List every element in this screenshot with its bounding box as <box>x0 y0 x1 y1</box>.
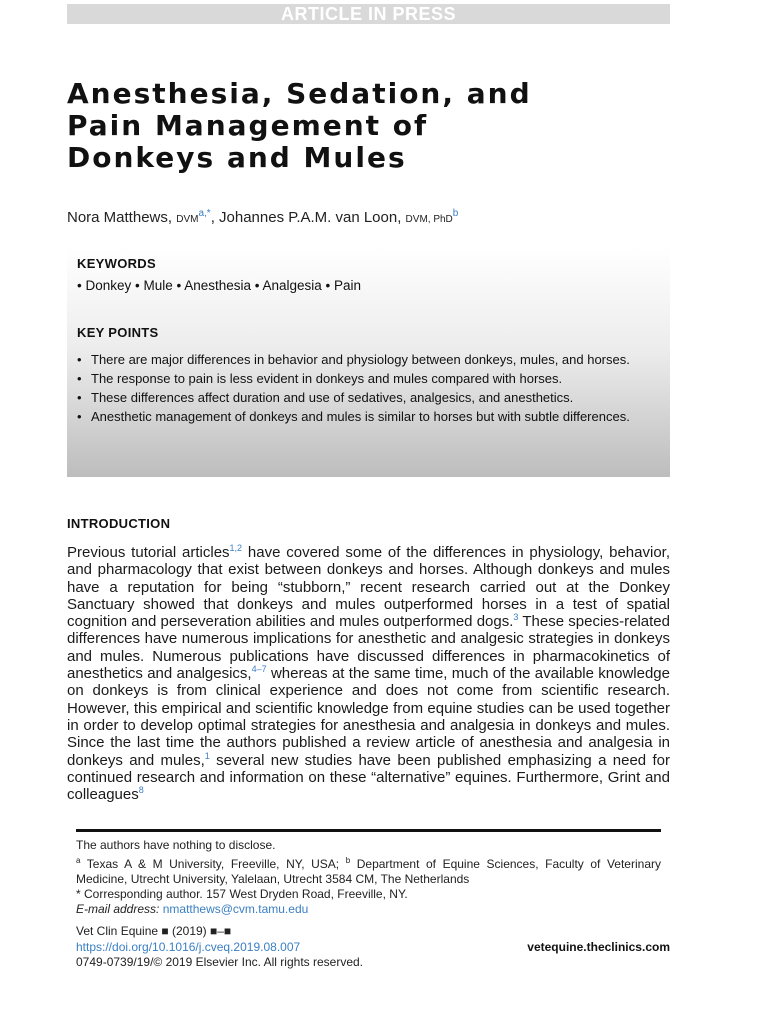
keywords-list: • Donkey • Mule • Anesthesia • Analgesia • Pain <box>77 278 362 293</box>
email-label: E-mail address: <box>76 902 160 916</box>
article-title <box>67 78 667 174</box>
journal-citation: Vet Clin Equine ■ (2019) ■–■ <box>76 924 232 938</box>
corresponding-author-note: * Corresponding author. 157 West Dryden Road, Freeville, NY. <box>76 887 408 901</box>
title-line-3: Donkeys and Mules <box>67 141 407 174</box>
affiliation-b: Department of Equine Sciences, Faculty of Veterinary Medicine, Utrecht University, Yalelaan, Utrecht 3584 CM, The Netherlands <box>76 857 661 886</box>
email-link[interactable]: nmatthews@cvm.tamu.edu <box>162 902 309 916</box>
footnotes <box>76 838 661 917</box>
intro-text-5: several new studies have been published emphasizing a need for continued research and information on these “alternative” equines. Furthermore, Grint and colleagues <box>67 751 670 804</box>
key-point-item: • The response to pain is less evident in donkeys and mules compared with horses. <box>77 371 649 386</box>
introduction-paragraph <box>67 544 670 803</box>
affiliation-b-marker: b <box>345 856 351 865</box>
author-2-degree: DVM, PhD <box>405 214 453 225</box>
reference-link[interactable]: 1,2 <box>229 543 243 553</box>
affiliation-a-marker: a <box>76 856 81 865</box>
article-in-press-banner: ARTICLE IN PRESS <box>67 4 670 24</box>
intro-text-1: Previous tutorial articles <box>67 544 230 561</box>
introduction-heading: INTRODUCTION <box>67 516 171 531</box>
intro-text-2: have covered some of the differences in physiology, behavior, and pharmacology that exist between donkeys and horses. Although donkeys and mules have a reputation for being “stubborn,” recent research carried out at the Donkey Sanctuary showed that donkeys and mules outperformed horses in a test of spatial cognition and perseveration abilities and mules outperformed dogs. <box>67 544 670 631</box>
author-2-name: , Johannes P.A.M. van Loon, <box>210 209 402 226</box>
doi-link[interactable]: https://doi.org/10.1016/j.cveq.2019.08.007 <box>76 939 301 954</box>
reference-link[interactable]: 8 <box>138 785 144 796</box>
reference-link[interactable]: 1 <box>204 750 210 761</box>
key-points-heading: KEY POINTS <box>77 325 159 340</box>
title-line-1: Anesthesia, Sedation, and <box>67 77 532 110</box>
affiliations-note <box>76 853 661 887</box>
author-list <box>67 204 667 230</box>
keywords-heading: KEYWORDS <box>77 256 156 271</box>
keywords-keypoints-box <box>67 248 670 477</box>
intro-text-3: These species-related differences have numerous implications for anesthetic and analgesic strategies in donkeys and mules. Numerous publications have discussed differences in pharmacokinetics of anesthetics and analgesics, <box>67 613 670 683</box>
intro-text-4: whereas at the same time, much of the available knowledge on donkeys is from clinical experience and does not come from scientific research. However, this empirical and scientific knowledge from equine studies can be used together in order to develop optimal strategies for anesthesia and analgesia in donkeys and mules. Since the last time the authors published a review article of anesthesia and analgesia in donkeys and mules, <box>67 665 670 769</box>
reference-link[interactable]: 3 <box>513 612 519 623</box>
author-1-affiliation-ref[interactable]: a,* <box>198 208 211 219</box>
key-point-item: • Anesthetic management of donkeys and mules is similar to horses but with subtle differences. <box>77 409 649 424</box>
citation-block <box>76 924 670 971</box>
disclosure-note: The authors have nothing to disclose. <box>76 838 276 852</box>
reference-link[interactable]: 4–7 <box>251 664 267 675</box>
author-1-degree: DVM <box>176 214 199 225</box>
copyright-line: 0749-0739/19/© 2019 Elsevier Inc. All rights reserved. <box>76 955 364 969</box>
footnote-divider <box>76 829 661 832</box>
title-line-2: Pain Management of <box>67 109 429 142</box>
key-points-list <box>77 352 649 428</box>
journal-website-link[interactable]: vetequine.theclinics.com <box>527 939 670 954</box>
author-2-affiliation-ref[interactable]: b <box>452 208 459 219</box>
email-note <box>76 902 661 917</box>
author-1-name: Nora Matthews, <box>67 209 173 226</box>
key-point-item: • These differences affect duration and use of sedatives, analgesics, and anesthetics. <box>77 390 649 405</box>
key-point-item: • There are major differences in behavior and physiology between donkeys, mules, and horses. <box>77 352 649 367</box>
affiliation-a: Texas A & M University, Freeville, NY, USA; <box>80 857 346 871</box>
